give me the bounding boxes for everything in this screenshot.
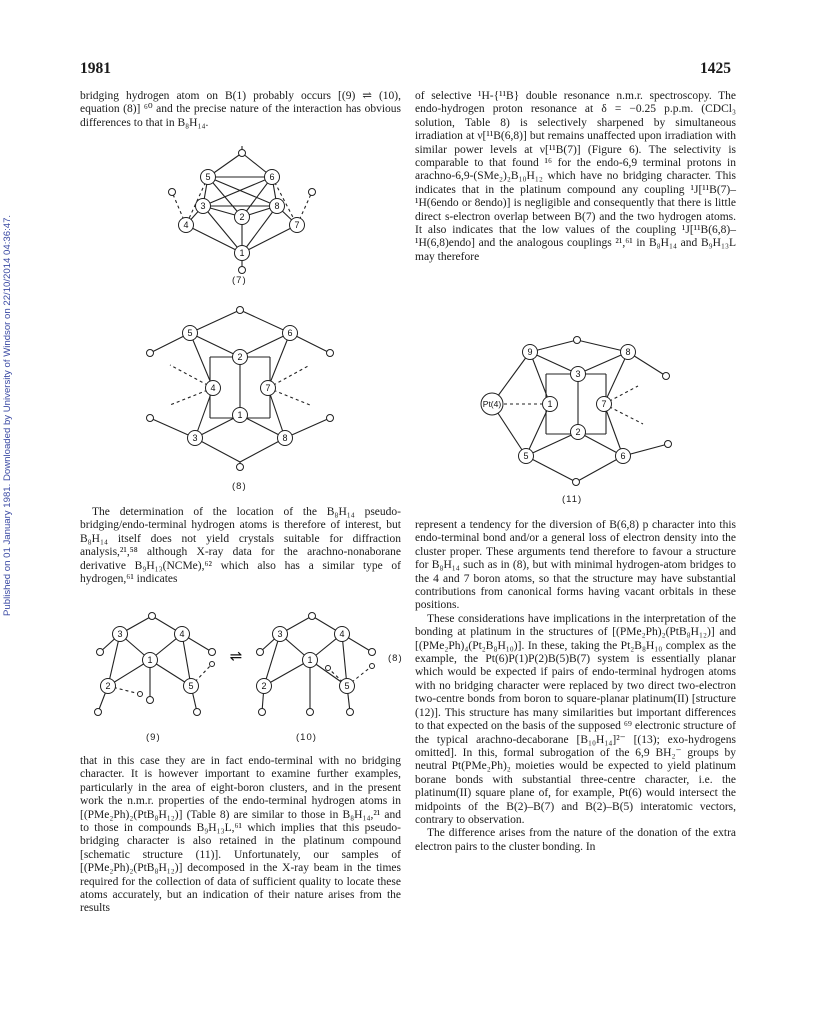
structure-10 xyxy=(252,612,382,727)
atom-label: 1 xyxy=(239,248,245,258)
paragraph: The difference arises from the nature of the donation of the extra electron pairs to the cluster bonding. In xyxy=(415,827,736,853)
structure-9 xyxy=(92,612,222,727)
atom-label: 3 xyxy=(277,629,283,639)
paragraph: These considerations have implications in the interpretation of the bonding at platinum in the structures of [(PMe₂Ph)₂(PtB₈H₁₂)] and [(PMe₂Ph)₄(Pt₂B₈H₁₀)]. In these, taking the Pt₂B₈H₁₀ complex as the example, the Pt(6)P(1)P(2)B(5)B(7) system is essentially planar which would be expected if pairs of endo-terminal hydrogen atoms with no bridging character were replaced by two direct two-electron two-centre bonds from boron to square-planar platinum(II) [structure (12)]. This structure has many similarities but important differences to that expected on the basis of the supposed ⁶⁹ electronic structure of the typical arachno-decaborane [B₁₀H₁₄]²⁻ [(13); exo-hydrogens omitted]. In this, formal subrogation of the 6,9 BH₂⁻ groups by neutral Pt(PMe₂Ph)₂ moieties would be expected to yield platinum borane bonds with substantial three-centre character, i.e. the platinum(II) square plane of, for example, Pt(6) would intersect the midpoints of the B(2)–B(7) and B(2)–B(5) interatomic vectors, contrary to observation. xyxy=(415,612,736,826)
atom-label: 4 xyxy=(339,629,345,639)
atom-label: 2 xyxy=(237,352,243,362)
atom-label: 4 xyxy=(179,629,185,639)
structure-7 xyxy=(160,150,320,290)
atom-label: 1 xyxy=(147,655,153,665)
caption-7: (7) xyxy=(232,275,247,286)
atom-label: Pt(4) xyxy=(482,399,502,409)
atom-label: 8 xyxy=(282,433,288,443)
left-column-bottom xyxy=(80,755,401,916)
equilibrium-arrows xyxy=(222,650,250,664)
atom-label: 6 xyxy=(269,172,275,182)
atom-label: 2 xyxy=(261,681,267,691)
download-notice: Published on 01 January 1981. Downloaded by University of Windsor on 22/10/2014 04:36:47. xyxy=(2,214,13,616)
structure-11 xyxy=(478,338,688,488)
paragraph: that in this case they are in fact endo-terminal with no bridging character. It is however important to examine further examples, particularly in the area of eight-boron clusters, and in the present work the n.m.r. properties of the endo-terminal hydrogen atoms in [(PMe₂Ph)₂(PtB₈H₁₂)] (Table 8) are similar to those in B₈H₁₄,²¹ and to those in compounds B₉H₁₃L,⁶¹ which implies that this pseudo-bridging character is also retained in the platinum compound [schematic structure (11)]. Unfortunately, our samples of [(PMe₂Ph)₂(PtB₈H₁₂)] decomposed in the X-ray beam in the times required for the collection of data of sufficient quality to locate these atoms accurately, but an indication of their nature arises from the results xyxy=(80,755,401,915)
atom-label: 5 xyxy=(188,681,194,691)
atom-label: 5 xyxy=(187,328,193,338)
caption-10: (10) xyxy=(296,732,317,743)
paragraph: bridging hydrogen atom on B(1) probably occurs [(9) ⇌ (10), equation (8)] ⁶⁰ and the precise nature of the interaction has obvious differences to that in B₈H₁₄. xyxy=(80,90,401,129)
atom-label: 3 xyxy=(117,629,123,639)
atom-label: 4 xyxy=(183,220,189,230)
atom-label: 7 xyxy=(601,399,607,409)
caption-8: (8) xyxy=(232,481,247,492)
atom-label: 1 xyxy=(237,410,243,420)
equation-label: (8) xyxy=(388,653,403,664)
structure-8 xyxy=(140,305,340,470)
atom-label: 5 xyxy=(344,681,350,691)
atom-label: 7 xyxy=(265,383,271,393)
atom-label: 9 xyxy=(527,347,533,357)
atom-label: 4 xyxy=(210,383,216,393)
right-column-bottom xyxy=(415,519,736,854)
left-column-middle xyxy=(80,506,401,586)
atom-label: 8 xyxy=(625,347,631,357)
paragraph: The determination of the location of the B₈H₁₄ pseudo-bridging/endo-terminal hydrogen atoms is therefore of interest, but B₈H₁₄ itself does not yield crystals suitable for diffraction analysis,²¹,⁵⁸ although X-ray data for the arachno-nonaborane derivative B₉H₁₃(NCMe),⁶² which also has a similar type of hydrogen,⁶¹ indicates xyxy=(80,506,401,586)
atom-label: 3 xyxy=(192,433,198,443)
atom-label: 2 xyxy=(105,681,111,691)
atom-label: 1 xyxy=(307,655,313,665)
left-column-top xyxy=(80,90,401,130)
atom-label: 2 xyxy=(239,212,245,222)
right-column-top xyxy=(415,90,736,264)
atom-label: 5 xyxy=(523,451,529,461)
atom-label: 8 xyxy=(274,201,280,211)
atom-label: 3 xyxy=(575,369,581,379)
caption-11: (11) xyxy=(562,494,583,505)
atom-label: 2 xyxy=(575,427,581,437)
atom-label: 3 xyxy=(200,201,206,211)
atom-label: 5 xyxy=(205,172,211,182)
atom-label: 7 xyxy=(294,220,300,230)
atom-label: 1 xyxy=(547,399,553,409)
atom-label: 6 xyxy=(620,451,626,461)
page-number: 1425 xyxy=(700,60,731,77)
caption-9: (9) xyxy=(146,732,161,743)
paragraph: represent a tendency for the diversion of B(6,8) p character into this endo-terminal bond and/or a general loss of electron density into the cluster proper. These arguments tend therefore to favour a structure for B₈H₁₄ such as in (8), but with minimal hydrogen-atom bridges to the 4 and 7 boron atoms, so that the structure may have substantial contributions from canonical forms having vacant orbitals in these positions. xyxy=(415,519,736,612)
paragraph: of selective ¹H-{¹¹B} double resonance n.m.r. spectroscopy. The endo-hydrogen proton resonance at δ = −0.25 p.p.m. (CDCl₃ solution, Table 8) is selectively sharpened by simultaneous irradiation at ν[¹¹B(6,8)] but remains unaffected upon irradiation with similar power levels at ν[¹¹B(7)] (Figure 6). The selectivity is comparable to that found ¹⁶ for the endo-6,9 terminal protons in arachno-6,9-(SMe₂)₂B₁₀H₁₂ which have no bridging character. This indicates that in the platinum compound any coupling ¹J[¹¹B(7)–¹H(6endo or 8endo)] is negligible and consequently that there is little direct s-electron overlap between B(7) and the two hydrogen atoms. It also indicates that the low values of the coupling ¹J[¹¹B(6,8)–¹H(6,8)endo] and the analogous couplings ²¹,⁶¹ in B₈H₁₄ and B₉H₁₃L may therefore xyxy=(415,90,736,263)
year-header: 1981 xyxy=(80,60,111,77)
equilibrium-symbol: ⇌ xyxy=(229,648,243,665)
atom-label: 6 xyxy=(287,328,293,338)
